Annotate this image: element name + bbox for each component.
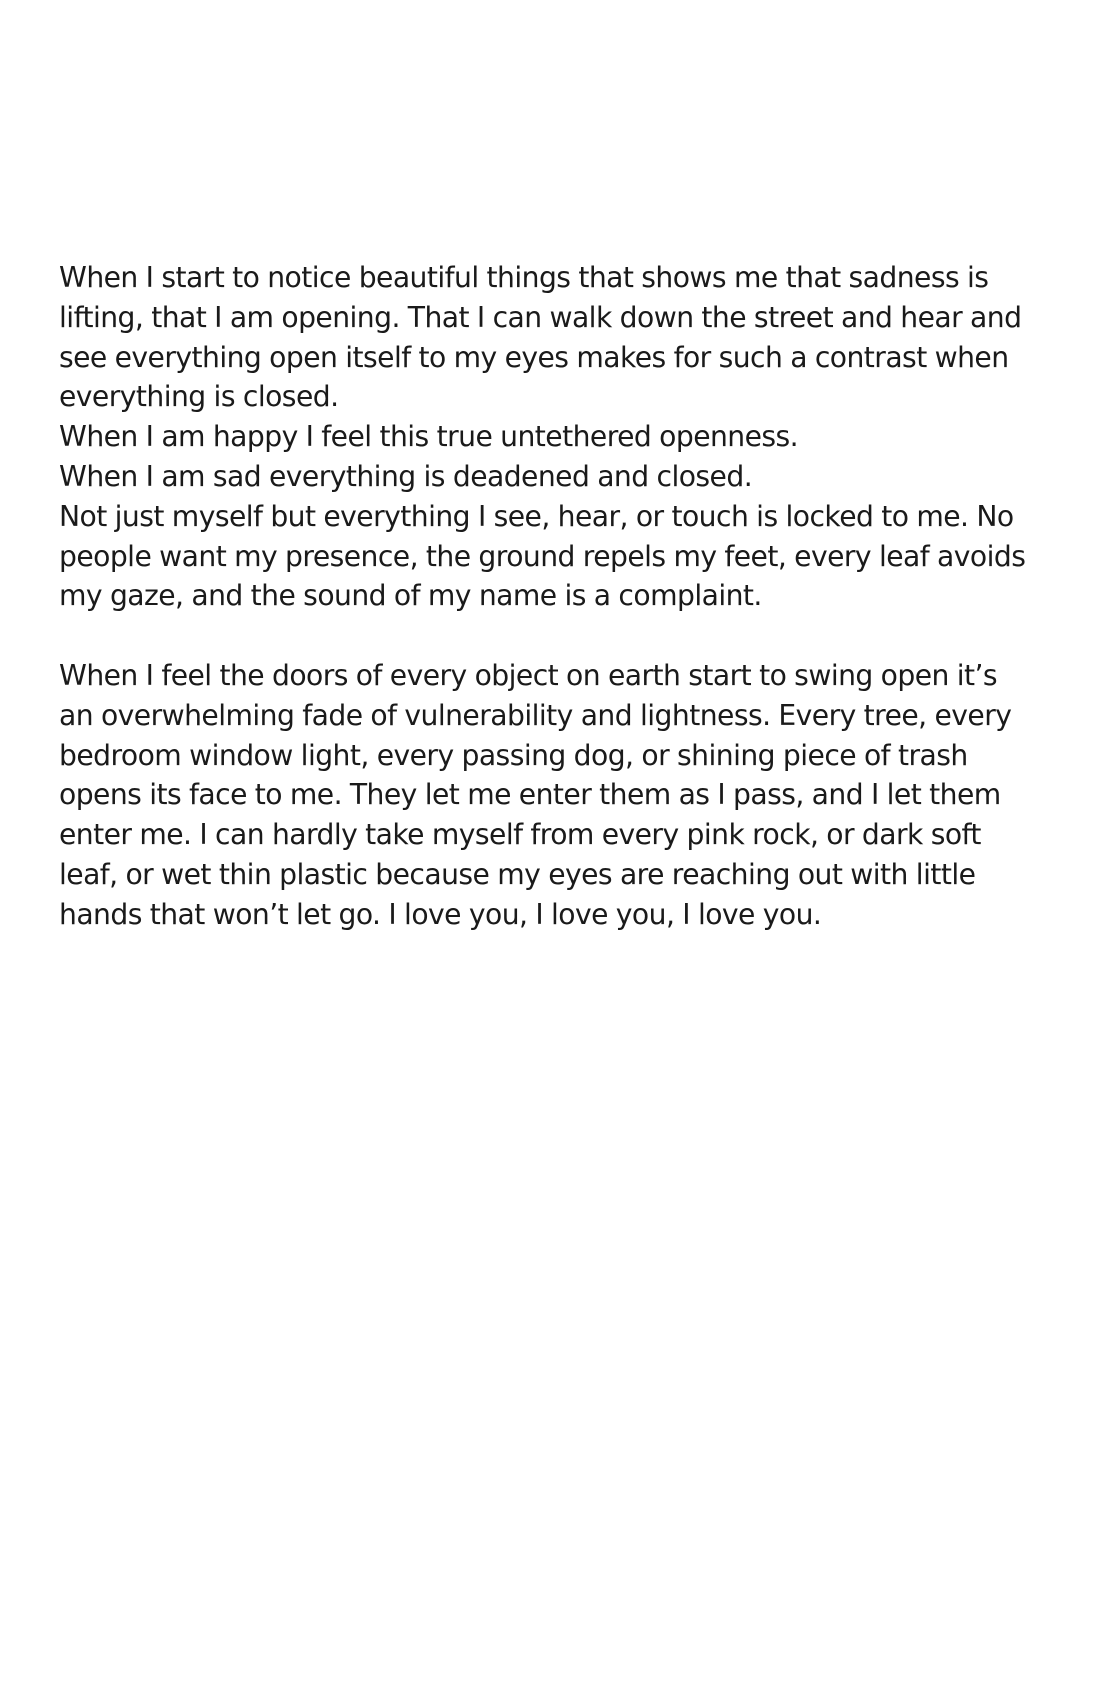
paragraph-spacer <box>59 616 1059 656</box>
text-line: leaf, or wet thin plastic because my eyes are reaching out with little <box>59 857 976 891</box>
text-line: enter me. I can hardly take myself from every pink rock, or dark soft <box>59 818 981 852</box>
text-line: When I start to notice beautiful things that shows me that sadness is <box>59 261 989 294</box>
text-line: opens its face to me. They let me enter them as I pass, and I let them <box>59 778 1001 812</box>
text-line: When I feel the doors of every object on earth start to swing open it’s <box>59 658 998 692</box>
paragraph-2 <box>59 656 1059 935</box>
prose-text-block <box>59 258 1059 935</box>
text-line: everything is closed. <box>59 380 339 414</box>
text-line: hands that won’t let go. I love you, I love you, I love you. <box>59 897 822 931</box>
text-line: people want my presence, the ground repels my feet, every leaf avoids <box>59 539 1026 573</box>
text-line: an overwhelming fade of vulnerability and lightness. Every tree, every <box>59 698 1012 732</box>
text-line: lifting, that I am opening. That I can walk down the street and hear and <box>59 300 1022 334</box>
text-line: When I am sad everything is deadened and closed. <box>59 459 753 493</box>
text-line: my gaze, and the sound of my name is a complaint. <box>59 579 762 613</box>
text-line: bedroom window light, every passing dog, or shining piece of trash <box>59 738 968 772</box>
text-line: Not just myself but everything I see, hear, or touch is locked to me. No <box>59 499 1014 533</box>
text-line: When I am happy I feel this true untethered openness. <box>59 420 799 454</box>
paragraph-1 <box>59 258 1059 616</box>
text-line: see everything open itself to my eyes makes for such a contrast when <box>59 340 1009 374</box>
